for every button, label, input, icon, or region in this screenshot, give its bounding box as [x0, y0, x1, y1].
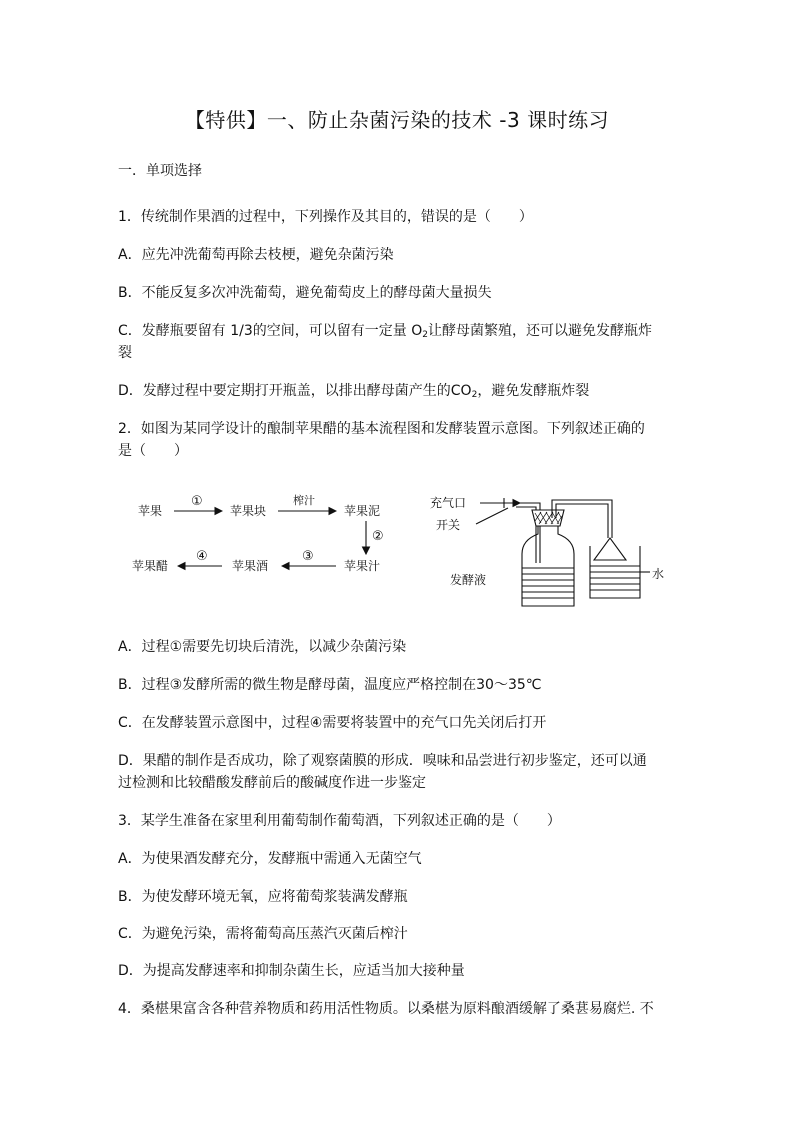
flow-apple-juice: 苹果汁 [344, 559, 381, 573]
q1-option-c-post: 让酵母菌繁殖，还可以避免发酵瓶炸 [427, 323, 652, 339]
q2-figure [0, 488, 794, 618]
q1-option-d [118, 380, 678, 406]
flow-juicing-label: 榨汁 [293, 494, 315, 507]
ferment-liquid [522, 568, 574, 598]
q1-option-c-sub: 2 [422, 330, 428, 340]
q3-stem: 3．某学生准备在家里利用葡萄制作葡萄酒，下列叙述正确的是（ ） [118, 813, 561, 829]
flow-step-3: ③ [302, 549, 314, 564]
funnel [594, 538, 626, 560]
q3-option-b: B．为使发酵环境无氧，应将葡萄浆装满发酵瓶 [118, 889, 408, 905]
q3-option-d: D．为提高发酵速率和抑制杂菌生长，应适当加大接种量 [118, 963, 465, 979]
q1-option-a: A．应先冲洗葡萄再除去枝梗，避免杂菌污染 [118, 247, 394, 263]
flow-step-2: ② [372, 529, 384, 544]
fermentation-device [430, 495, 664, 606]
q2-option-d-line2: 过检测和比较醋酸发酵前后的酸碱度作进一步鉴定 [118, 775, 426, 791]
flow-apple: 苹果 [138, 504, 163, 518]
q2-stem-line2: 是（ ） [118, 443, 188, 459]
q3-option-a: A．为使果酒发酵充分，发酵瓶中需通入无菌空气 [118, 851, 422, 867]
device-liquid-label: 发酵液 [450, 573, 487, 587]
q1-option-d-post: ，避免发酵瓶炸裂 [477, 383, 590, 399]
q4-stem: 4．桑椹果富含各种营养物质和药用活性物质。以桑椹为原料酿酒缓解了桑葚易腐烂. 不 [118, 1001, 654, 1017]
q1-option-c-pre: C．发酵瓶要留有 1/3的空间，可以留有一定量 O [118, 323, 423, 339]
q1-option-c-line2: 裂 [118, 345, 132, 361]
flow-apple-wine: 苹果酒 [232, 559, 269, 573]
fermentation-bottle [522, 518, 574, 606]
flow-apple-vinegar: 苹果醋 [132, 559, 169, 573]
switch-leader [476, 508, 508, 524]
flow-apple-puree: 苹果泥 [344, 504, 381, 518]
device-water-label: 水 [652, 567, 665, 581]
q3-option-c: C．为避免污染，需将葡萄高压蒸汽灭菌后榨汁 [118, 926, 408, 942]
q2-option-c: C．在发酵装置示意图中，过程④需要将装置中的充气口先关闭后打开 [118, 715, 547, 731]
q2-option-d-line1: D．果醋的制作是否成功，除了观察菌膜的形成．嗅味和品尝进行初步鉴定，还可以通 [118, 753, 647, 769]
flow-step-4: ④ [196, 549, 208, 564]
q1-stem: 1．传统制作果酒的过程中，下列操作及其目的，错误的是（ ） [118, 209, 533, 225]
q1-option-d-sub: 2 [471, 390, 478, 400]
flow-chart [132, 493, 384, 573]
device-air-inlet-label: 充气口 [430, 496, 467, 510]
section-heading: 一．单项选择 [118, 163, 202, 179]
q1-option-b: B．不能反复多次冲洗葡萄，避免葡萄皮上的酵母菌大量损失 [118, 285, 492, 301]
q2-option-b: B．过程③发酵所需的微生物是酵母菌，温度应严格控制在30～35℃ [118, 677, 542, 693]
device-switch-label: 开关 [436, 518, 461, 532]
flow-apple-chunks: 苹果块 [230, 504, 267, 518]
water [590, 566, 640, 590]
q2-option-a: A．过程①需要先切块后清洗，以减少杂菌污染 [118, 639, 407, 655]
q1-option-d-pre: D．发酵过程中要定期打开瓶盖，以排出酵母菌产生的CO [118, 383, 472, 399]
page-title: 【特供】一、防止杂菌污染的技术 -3 课时练习 [184, 108, 610, 132]
flow-step-1: ① [191, 494, 203, 509]
q2-stem-line1: 2．如图为某同学设计的酿制苹果醋的基本流程图和发酵装置示意图。下列叙述正确的 [118, 421, 645, 437]
